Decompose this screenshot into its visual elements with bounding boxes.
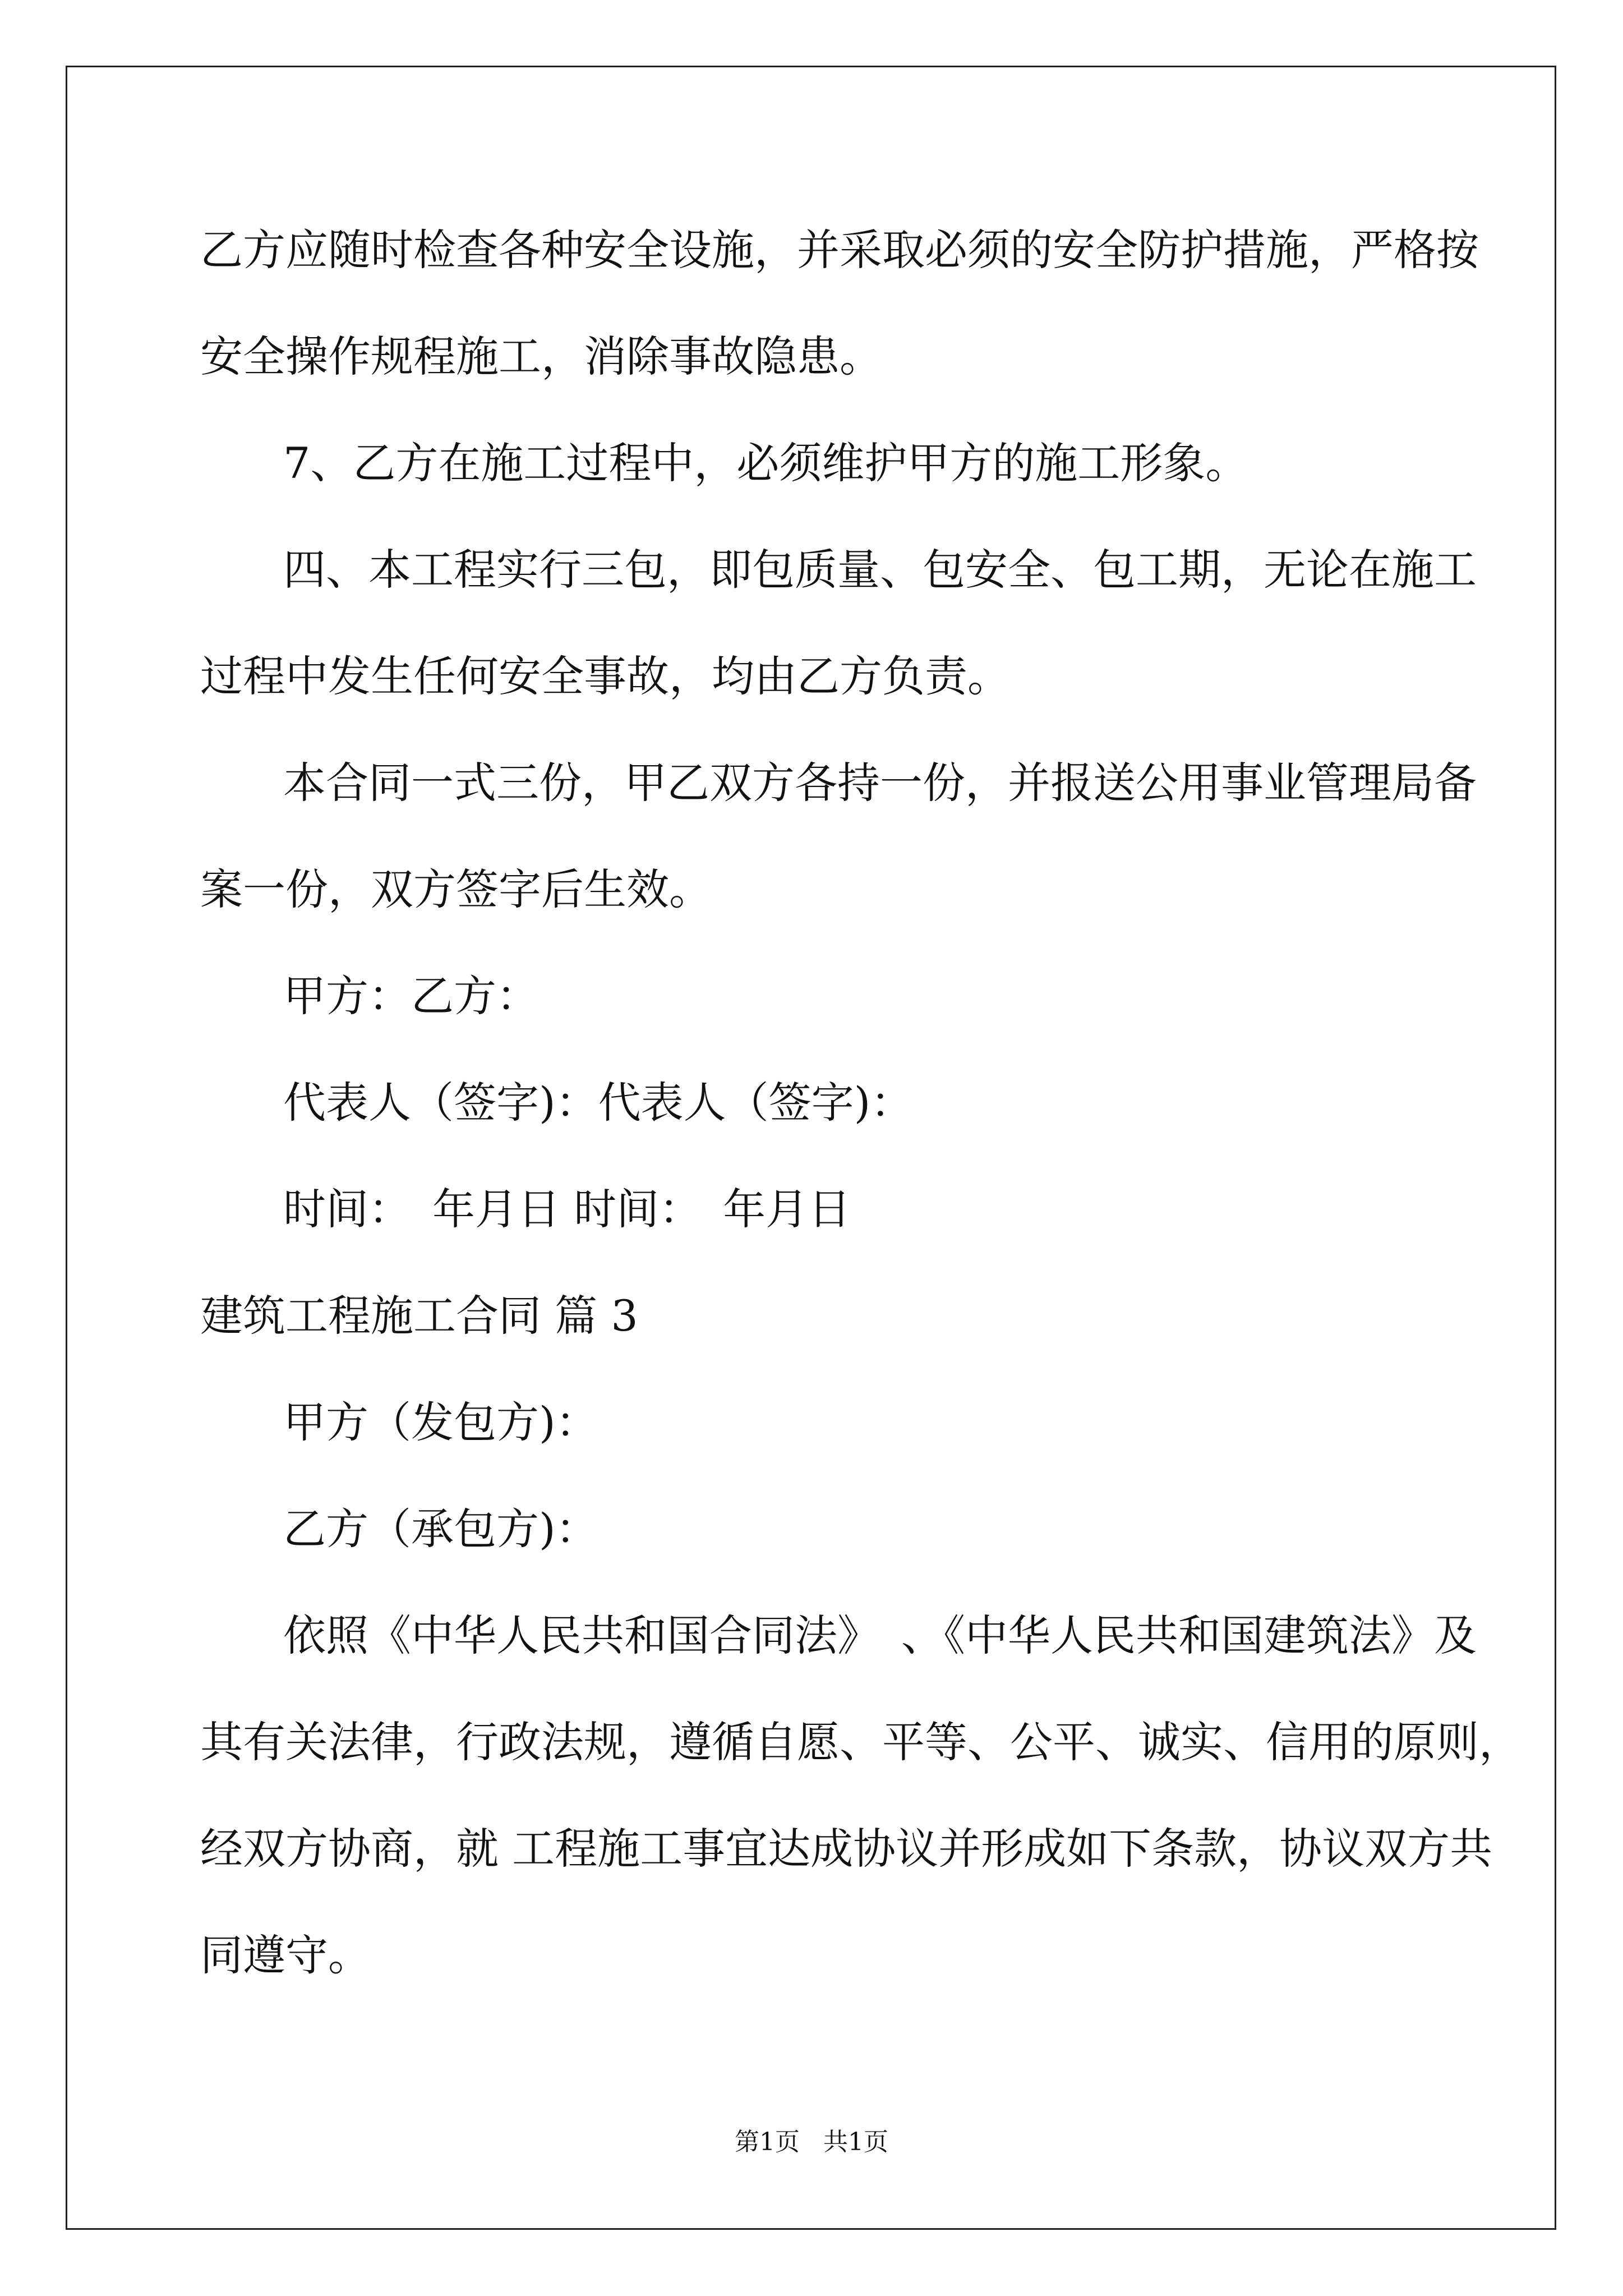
body-line-6: 本合同一式三份，甲乙双方各持一份，并报送公用事业管理局备 bbox=[283, 758, 1477, 808]
page-number: 第1页 bbox=[735, 2128, 800, 2156]
body-line-17: 同遵守。 bbox=[200, 1930, 371, 1980]
body-line-3: 7、乙方在施工过程中，必须维护甲方的施工形象。 bbox=[283, 438, 1248, 488]
page-border bbox=[66, 66, 1556, 2230]
date-line: 时间： 年月日 时间： 年月日 bbox=[283, 1184, 851, 1234]
body-line-15: 其有关法律，行政法规，遵循自愿、平等、公平、诚实、信用的原则， bbox=[200, 1717, 1521, 1767]
body-line-16: 经双方协商，就 工程施工事宜达成协议并形成如下条款，协议双方共 bbox=[200, 1824, 1493, 1874]
representative-line: 代表人（签字)：代表人（签字)： bbox=[283, 1078, 914, 1128]
party-line: 甲方：乙方： bbox=[283, 971, 539, 1021]
body-line-1: 乙方应随时检查各种安全设施，并采取必须的安全防护措施，严格按 bbox=[200, 225, 1479, 275]
body-line-7: 案一份，双方签字后生效。 bbox=[200, 864, 712, 914]
body-line-2: 安全操作规程施工，消除事故隐患。 bbox=[200, 332, 882, 381]
party-a-line: 甲方（发包方)： bbox=[283, 1397, 598, 1447]
page-footer bbox=[0, 2122, 1623, 2157]
body-line-14: 依照《中华人民共和国合同法》 、《中华人民共和国建筑法》及 bbox=[283, 1611, 1477, 1660]
body-line-5: 过程中发生任何安全事故，均由乙方负责。 bbox=[200, 651, 1010, 701]
party-b-line: 乙方（承包方)： bbox=[283, 1504, 598, 1554]
page-total: 共1页 bbox=[823, 2128, 888, 2156]
body-line-4: 四、本工程实行三包，即包质量、包安全、包工期，无论在施工 bbox=[283, 545, 1477, 595]
section-heading: 建筑工程施工合同 篇 3 bbox=[200, 1291, 638, 1341]
